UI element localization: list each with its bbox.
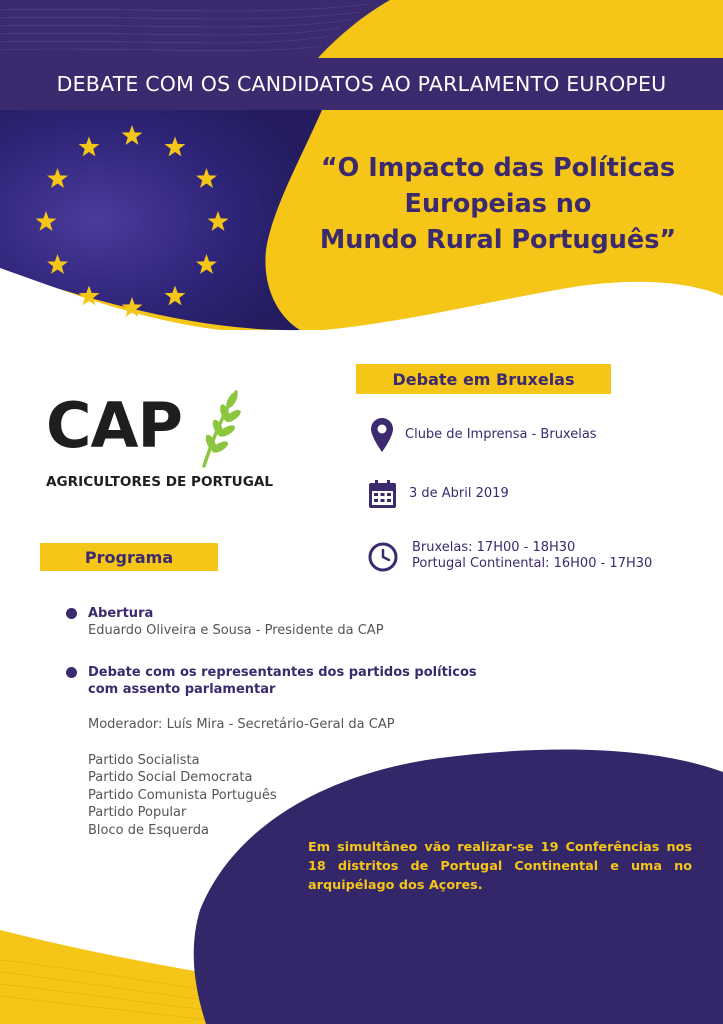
header-title: DEBATE COM OS CANDIDATOS AO PARLAMENTO EUROPEU xyxy=(56,72,667,96)
bottom-note: Em simultâneo vão realizar-se 19 Conferências nos 18 distritos de Portugal Continental e uma no arquipélago dos Açores. xyxy=(308,840,692,893)
time-portugal-text: Portugal Continental: 16H00 - 17H30 xyxy=(412,556,653,571)
time-row xyxy=(412,540,652,572)
programa-item-title-line-2: com assento parlamentar xyxy=(88,682,276,697)
party-item: Partido Comunista Português xyxy=(88,787,277,803)
programa-item-title-line-1: Debate com os representantes dos partidos políticos xyxy=(88,665,477,680)
wheat-icon xyxy=(196,388,246,468)
bullet-dot xyxy=(66,608,77,619)
party-item: Partido Social Democrata xyxy=(88,770,253,785)
main-title-line-2: Europeias no xyxy=(404,189,592,219)
logo-name: CAP xyxy=(46,389,182,462)
main-title-line-3: Mundo Rural Português” xyxy=(319,225,677,255)
header-band xyxy=(0,58,723,110)
programa-item-title: Abertura xyxy=(88,606,154,621)
main-title xyxy=(288,150,708,258)
cap-logo xyxy=(46,388,296,498)
section-tag-programa: Programa xyxy=(40,543,218,571)
location-text: Clube de Imprensa - Bruxelas xyxy=(405,427,597,442)
date-text: 3 de Abril 2019 xyxy=(409,486,509,501)
programa-item-debate xyxy=(66,664,626,839)
party-item: Partido Popular xyxy=(88,805,187,820)
parties-list xyxy=(66,752,626,840)
time-bruxelas-text: Bruxelas: 17H00 - 18H30 xyxy=(412,540,576,555)
section-tag-bruxelas: Debate em Bruxelas xyxy=(356,364,611,394)
party-item: Bloco de Esquerda xyxy=(88,822,209,838)
programa-item-abertura xyxy=(66,605,626,640)
calendar-icon xyxy=(369,480,396,508)
bullet-dot xyxy=(66,667,77,678)
moderator-text: Moderador: Luís Mira - Secretário-Geral da CAP xyxy=(88,717,395,732)
party-item: Partido Socialista xyxy=(88,752,200,768)
logo-subtitle: AGRICULTORES DE PORTUGAL xyxy=(46,474,274,490)
date-row xyxy=(409,486,509,502)
programa-item-detail: Eduardo Oliveira e Sousa - Presidente da CAP xyxy=(88,623,384,638)
location-row xyxy=(405,427,597,443)
main-title-line-1: “O Impacto das Políticas xyxy=(320,153,676,183)
